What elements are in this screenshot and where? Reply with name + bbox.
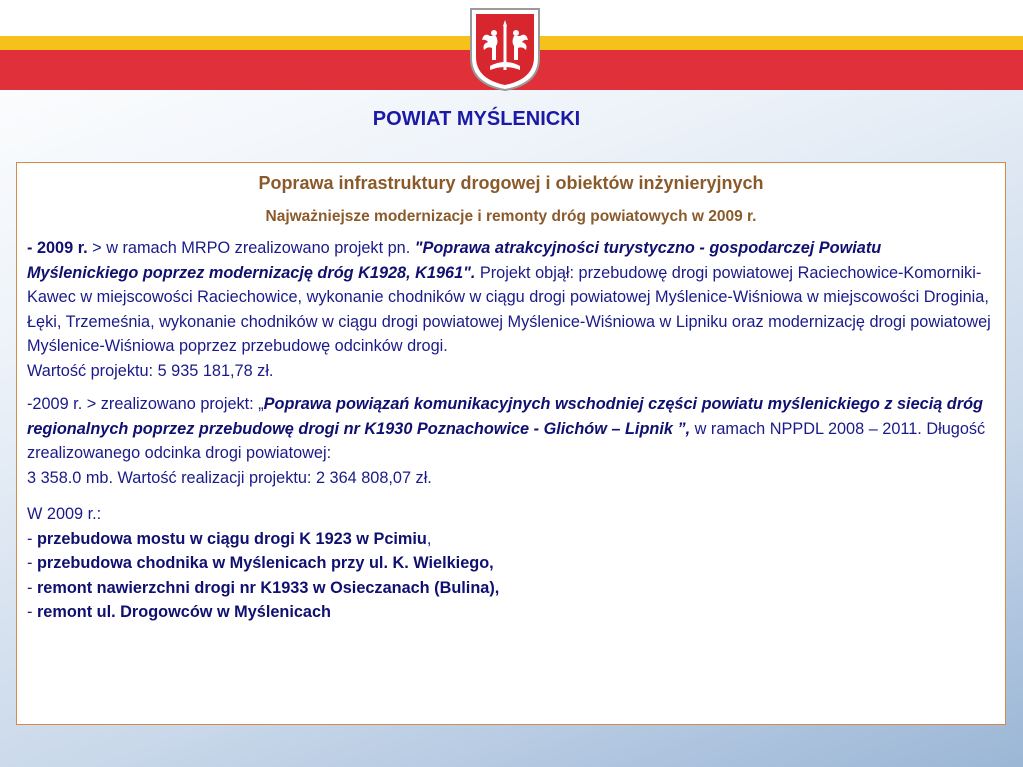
p1-text-a: > w ramach MRPO zrealizowano projekt pn. xyxy=(87,239,415,257)
year-lead: - 2009 r. xyxy=(27,239,88,257)
p2-project-title: Poprawa powiązań komunikacyjnych wschodniej części powiatu myślenickiego z siecią dróg regionalnych poprzez przebudowę drogi nr K1930 Poznachowice - Glichów – Lipnik ”, xyxy=(27,395,983,438)
project-paragraph-2 xyxy=(27,392,995,490)
p1-text-b: Projekt objął: przebudowę drogi powiatowej Raciechowice-Komorniki-Kawec w miejscowości Raciechowice, wykonanie chodników w ciągu drogi powiatowej Myślenice-Wiśniowa w miejscowości Droginia, Łęki, Trzemeśnia, wykonanie chodników w ciągu drogi powiatowej Myślenice-Wiśniowa w Lipniku oraz modernizację drogi powiatowej Myślenice-Wiśniowa poprzez przebudowę odcinków drogi. xyxy=(27,263,991,355)
p2-text-a: -2009 r. > zrealizowano projekt: „ xyxy=(27,395,264,413)
section-subheading: Najważniejsze modernizacje i remonty dróg powiatowych w 2009 r. xyxy=(265,208,757,225)
p1-value: Wartość projektu: 5 935 181,78 zł. xyxy=(27,361,274,380)
list-item: - przebudowa chodnika w Myślenicach przy ul. K. Wielkiego, xyxy=(27,554,494,572)
coat-of-arms-icon xyxy=(468,6,542,92)
project-paragraph-1 xyxy=(27,236,995,383)
works-intro: W 2009 r.: xyxy=(27,505,102,523)
p1-project-title: "Poprawa atrakcyjności turystyczno - gospodarczej Powiatu Myślenickiego poprzez modernizację dróg K1928, K1961". xyxy=(27,239,882,282)
section-heading: Poprawa infrastruktury drogowej i obiektów inżynieryjnych xyxy=(258,173,764,193)
p2-text-b: w ramach NPPDL 2008 – 2011. Długość zrealizowanego odcinka drogi powiatowej: xyxy=(27,419,986,462)
list-item: - remont ul. Drogowców w Myślenicach xyxy=(27,603,331,621)
list-item: - przebudowa mostu w ciągu drogi K 1923 w Pcimiu, xyxy=(27,529,432,548)
works-list xyxy=(27,502,995,625)
page-title: POWIAT MYŚLENICKI xyxy=(372,108,581,130)
list-item: - remont nawierzchni drogi nr K1933 w Osieczanach (Bulina), xyxy=(27,578,500,597)
p2-value: 3 358.0 mb. Wartość realizacji projektu: 2 364 808,07 zł. xyxy=(27,468,432,487)
content-panel xyxy=(16,162,1006,725)
